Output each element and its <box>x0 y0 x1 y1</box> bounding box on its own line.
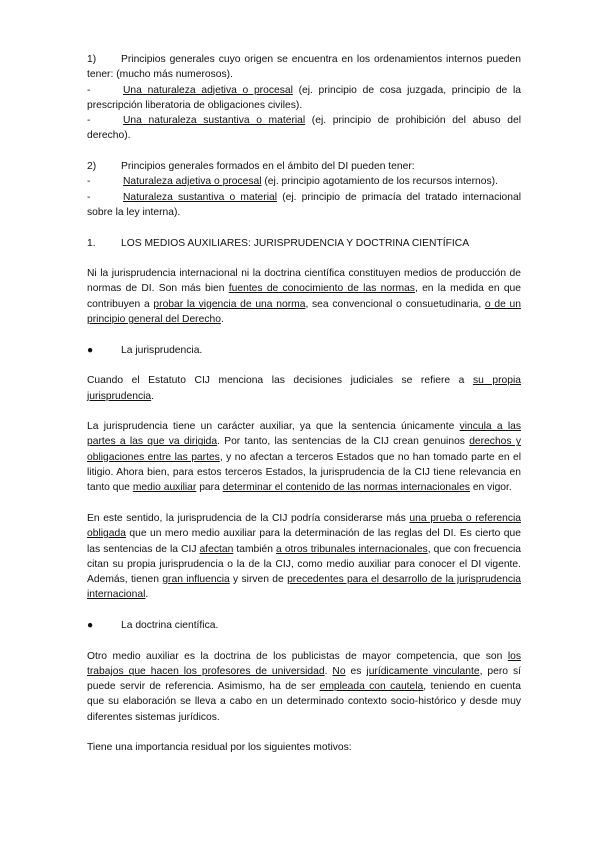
bullet-jurisprudencia: ● La jurisprudencia. <box>87 343 521 358</box>
paragraph-medios-auxiliares: Ni la jurisprudencia internacional ni la doctrina científica constituyen medios de producción de normas de DI. Son más bien fuentes de conocimiento de las normas, en la medida en que contribuyen a probar la vigencia de una norma, sea convencional o consuetudinaria, o de un principio general del Derecho. <box>87 268 522 326</box>
section2-number: 2) <box>87 161 97 173</box>
bullet-icon: ● <box>87 344 94 356</box>
paragraph-estatuto: Cuando el Estatuto CIJ menciona las decisiones judiciales se refiere a su propia jurisprudencia. <box>87 375 521 402</box>
document-page <box>87 52 521 756</box>
section1-item2: - Una naturaleza sustantiva o material (ej. principio de prohibición del abuso del derecho). <box>87 115 521 142</box>
section2-item1: - Naturaleza adjetiva o procesal (ej. principio agotamiento de los recursos internos). <box>87 176 498 188</box>
paragraph-caracter-auxiliar: La jurisprudencia tiene un carácter auxiliar, ya que la sentencia únicamente vincula a las partes a las que va dirigida. Por tanto, las sentencias de la CIJ crean genuinos derechos y obligaciones entre las partes, y no afectan a terceros Estados que no han tomado parte en el litigio. Ahora bien, para estos terceros Estados, la jurisprudencia de la CIJ tiene relevancia en tanto que medio auxiliar para determinar el contenido de las normas internacionales en vigor. <box>87 421 521 494</box>
section-heading: 1. LOS MEDIOS AUXILIARES: JURISPRUDENCIA Y DOCTRINA CIENTÍFICA <box>87 237 470 249</box>
section1-item1: - Una naturaleza adjetiva o procesal (ej. principio de cosa juzgada, principio de la prescripción liberatoria de obligaciones civiles). <box>87 84 521 111</box>
bullet-icon: ● <box>87 619 94 631</box>
section2-item2: - Naturaleza sustantiva o material (ej. principio de primacía del tratado internacional sobre la ley interna). <box>87 191 521 218</box>
section1-intro: 1) Principios generales cuyo origen se encuentra en los ordenamientos internos pueden tener: (mucho más numerosos). <box>87 54 521 81</box>
section1-number: 1) <box>87 54 97 65</box>
paragraph-importancia-residual: Tiene una importancia residual por los siguientes motivos: <box>87 742 352 754</box>
paragraph-en-este-sentido: En este sentido, la jurisprudencia de la CIJ podría considerarse más una prueba o referencia obligada que un mero medio auxiliar para la determinación de las reglas del DI. Es cierto que las sentencias de la CIJ afectan también a otros tribunales internacionales, que con frecuencia citan su propia jurisprudencia o la de la CIJ, como medio auxiliar para conocer el DI vigente. Además, tienen gran influencia y sirven de precedentes para el desarrollo de la jurisprudencia internacional. <box>87 512 522 601</box>
paragraph-doctrina: Otro medio auxiliar es la doctrina de los publicistas de mayor competencia, que son los trabajos que hacen los profesores de universidad. No es jurídicamente vinculante, pero sí puede servir de referencia. Asimismo, ha de ser empleada con cautela, teniendo en cuenta que su elaboración se lleva a cabo en un determinado contexto socio-histórico y desde muy diferentes sistemas jurídicos. <box>87 650 521 723</box>
section2-intro: 2) Principios generales formados en el ámbito del DI pueden tener: <box>87 159 521 174</box>
bullet-doctrina: ● La doctrina científica. <box>87 618 521 633</box>
